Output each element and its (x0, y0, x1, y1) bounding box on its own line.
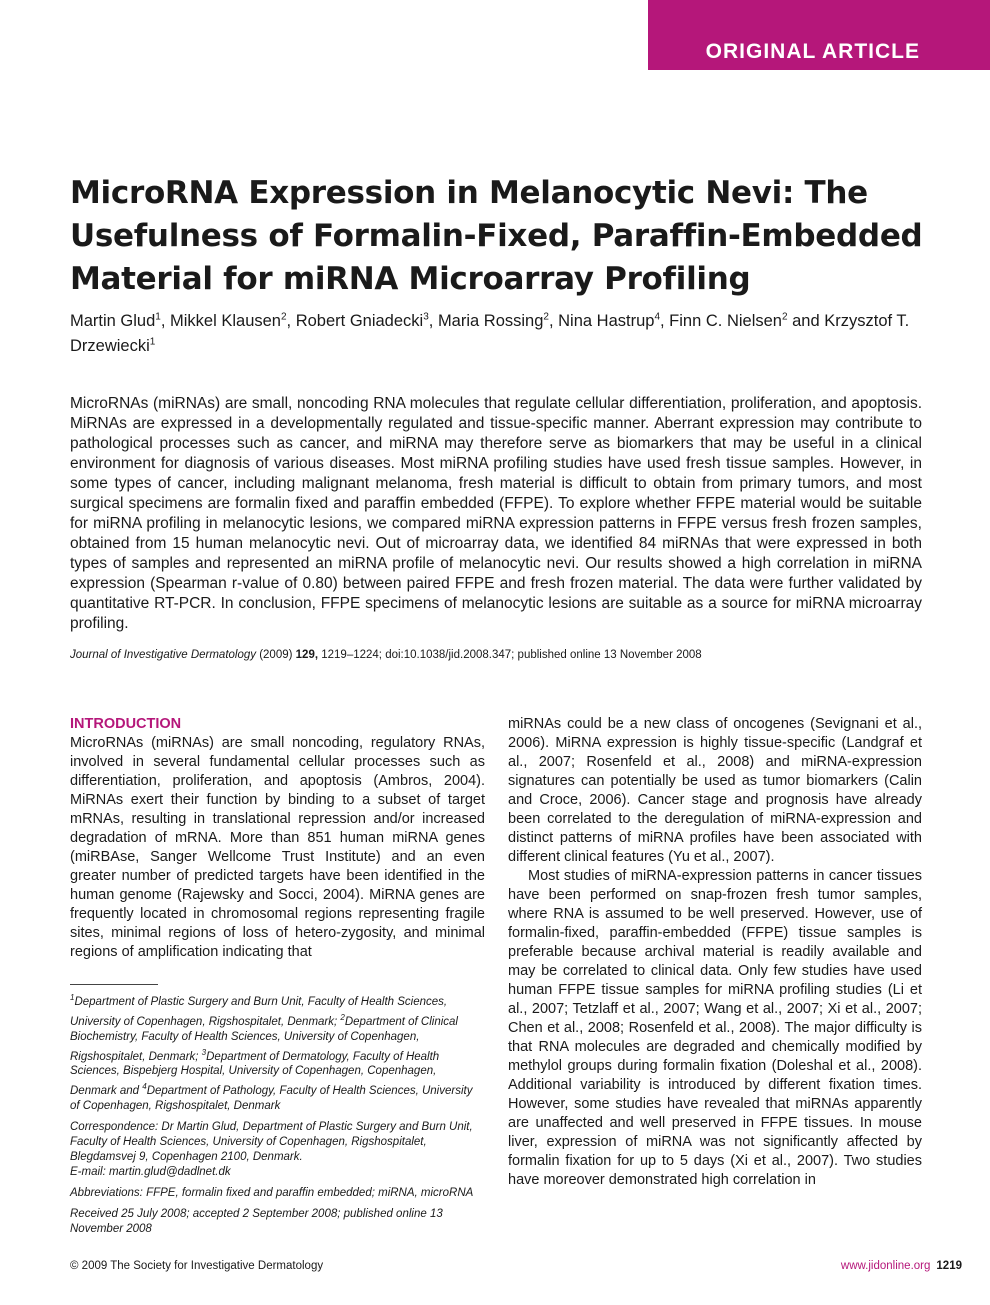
affiliations: $^1$Department of Plastic Surgery and Burn Unit, Faculty of Health Sciences, University of Copenhagen, Rigshospitalet, Denmark; $^2$Department of Clinical Biochemistry, Faculty of Health Sciences, University of Copenhagen, Rigshospitalet, Denmark; $^3$Department of Dermatology, Faculty of Health Sciences, Bispebjerg Hospital, University of Copenhagen, Copenhagen, Denmark and $^4$Department of Pathology, Faculty of Health Sciences, University of Copenhagen, Rigshospitalet, Denmark (70, 993, 473, 1113)
page-footer-right (841, 1260, 962, 1272)
journal-name: Journal of Investigative Dermatology (70, 649, 257, 661)
author: Nina Hastrup$^4$, (558, 311, 670, 330)
intro-paragraph-1: MicroRNAs (miRNAs) are small noncoding, regulatory RNAs, involved in several fundamental cellular processes such as differentiation, proliferation, and apoptosis (Ambros, 2004). MiRNAs exert their function by binding to a subset of target mRNAs, resulting in translational repression and/or increased degradation of mRNA. More than 851 human miRNA genes (miRBAse, Sanger Wellcome Trust Institute) and an even greater number of predicted targets have been identified in the human genome (Rajewsky and Socci, 2004). MiRNA genes are frequently located in chromosomal regions representing fragile sites, minimal regions of loss of hetero-zygosity, and minimal regions of amplification indicating that (70, 735, 485, 960)
email-address[interactable]: E-mail: martin.glud@dadlnet.dk (70, 1166, 231, 1179)
author: Mikkel Klausen$^2$, (170, 311, 296, 330)
right-column (508, 715, 922, 1190)
article-type-label: ORIGINAL ARTICLE (705, 40, 920, 63)
page-number: 1219 (936, 1260, 962, 1272)
intro-paragraph-2: Most studies of miRNA-expression patterns in cancer tissues have been performed on snap-frozen fresh tumor samples, where RNA is assumed to be well preserved. However, use of formalin-fixed, paraffin-embedded (FFPE) tissue samples is preferable because archival material is readily available and may be correlated to clinical data. Only few studies have used human FFPE tissue samples for miRNA profiling studies (Li et al., 2007; Tetzlaff et al., 2007; Wang et al., 2007; Xi et al., 2007; Chen et al., 2008; Rosenfeld et al., 2008). The major difficulty is that RNA molecules are degraded and chemically modified by methylol groups during formalin fixation (Doleshal et al., 2008). Additional variability is introduced by different fixation times. However, some studies have revealed that miRNAs apparently are unaffected and well preserved in FFPE tissues. In mouse liver, expression of miRNA was not significantly affected by formalin fixation for up to 5 days (Xi et al., 2007). Two studies have moreover demonstrated high correlation in (508, 868, 922, 1188)
footnote-divider (70, 984, 158, 985)
footnotes (70, 990, 485, 1243)
abbreviations: Abbreviations: FFPE, formalin fixed and paraffin embedded; miRNA, microRNA (70, 1187, 474, 1200)
copyright: © 2009 The Society for Investigative Dermatology (70, 1260, 324, 1272)
article-type-banner (648, 0, 990, 70)
author: Maria Rossing$^2$, (437, 311, 559, 330)
author: Finn C. Nielsen$^2$ and (669, 311, 825, 330)
citation-line: Journal of Investigative Dermatology (2009) 129, 1219–1224; doi:10.1038/jid.2008.347; published online 13 November 2008 (70, 649, 702, 661)
author: Robert Gniadecki$^3$, (295, 311, 438, 330)
correspondence: Correspondence: Dr Martin Glud, Department of Plastic Surgery and Burn Unit, Faculty of Health Sciences, University of Copenhagen, Rigshospitalet, Blegdamsvej 9, Copenhagen 2100, Denmark. E-mail: martin.glud@dadlnet.dk (70, 1121, 473, 1179)
author: Martin Glud$^1$, (70, 311, 171, 330)
received-dates: Received 25 July 2008; accepted 2 September 2008; published online 13 November 2008 (70, 1208, 443, 1236)
author-list (70, 306, 930, 357)
abstract: MicroRNAs (miRNAs) are small, noncoding RNA molecules that regulate cellular differentiation, proliferation, and apoptosis. MiRNAs are expressed in a developmentally regulated and tissue-specific manner. Aberrant expression may contribute to pathological processes such as cancer, and miRNA may therefore serve as biomarkers that may be useful in a clinical environment for diagnosis of various diseases. Most miRNA profiling studies have used fresh tissue samples. However, in some types of cancer, including malignant melanoma, fresh material is difficult to obtain from primary tumors, and most surgical specimens are formalin fixed and paraffin embedded (FFPE). To explore whether FFPE material would be suitable for miRNA profiling in melanocytic lesions, we compared miRNA expression patterns in FFPE versus fresh frozen samples, obtained from 15 human melanocytic nevi. Out of microarray data, we identified 84 miRNAs that were expressed in both types of samples and represented an miRNA profile of melanocytic nevi. Our results showed a high correlation in miRNA expression (Spearman r-value of 0.80) between paired FFPE and fresh frozen material. The data were further validated by quantitative RT-PCR. In conclusion, FFPE specimens of melanocytic lesions are suitable as a source for miRNA microarray profiling. (70, 394, 922, 632)
section-heading-introduction: INTRODUCTION (70, 716, 182, 732)
article-title: MicroRNA Expression in Melanocytic Nevi: The Usefulness of Formalin-Fixed, Paraffin-Embedded Material for miRNA Microarray Profiling (70, 175, 923, 297)
journal-url-link[interactable]: www.jidonline.org (840, 1260, 931, 1272)
author: Krzysztof T. Drzewiecki$^1$ (70, 311, 910, 355)
left-column (70, 715, 485, 962)
volume: 129, (295, 649, 319, 661)
intro-paragraph-continued: miRNAs could be a new class of oncogenes (Sevignani et al., 2006). MiRNA expression is highly tissue-specific (Landgraf et al., 2007; Rosenfeld et al., 2008) and miRNA-expression signatures can potentially be used as tumor biomarkers (Calin and Croce, 2006). Cancer stage and prognosis have already been correlated to the deregulation of miRNA-expression and distinct patterns of miRNA profiles have been associated with different clinical features (Yu et al., 2007). (508, 716, 922, 865)
